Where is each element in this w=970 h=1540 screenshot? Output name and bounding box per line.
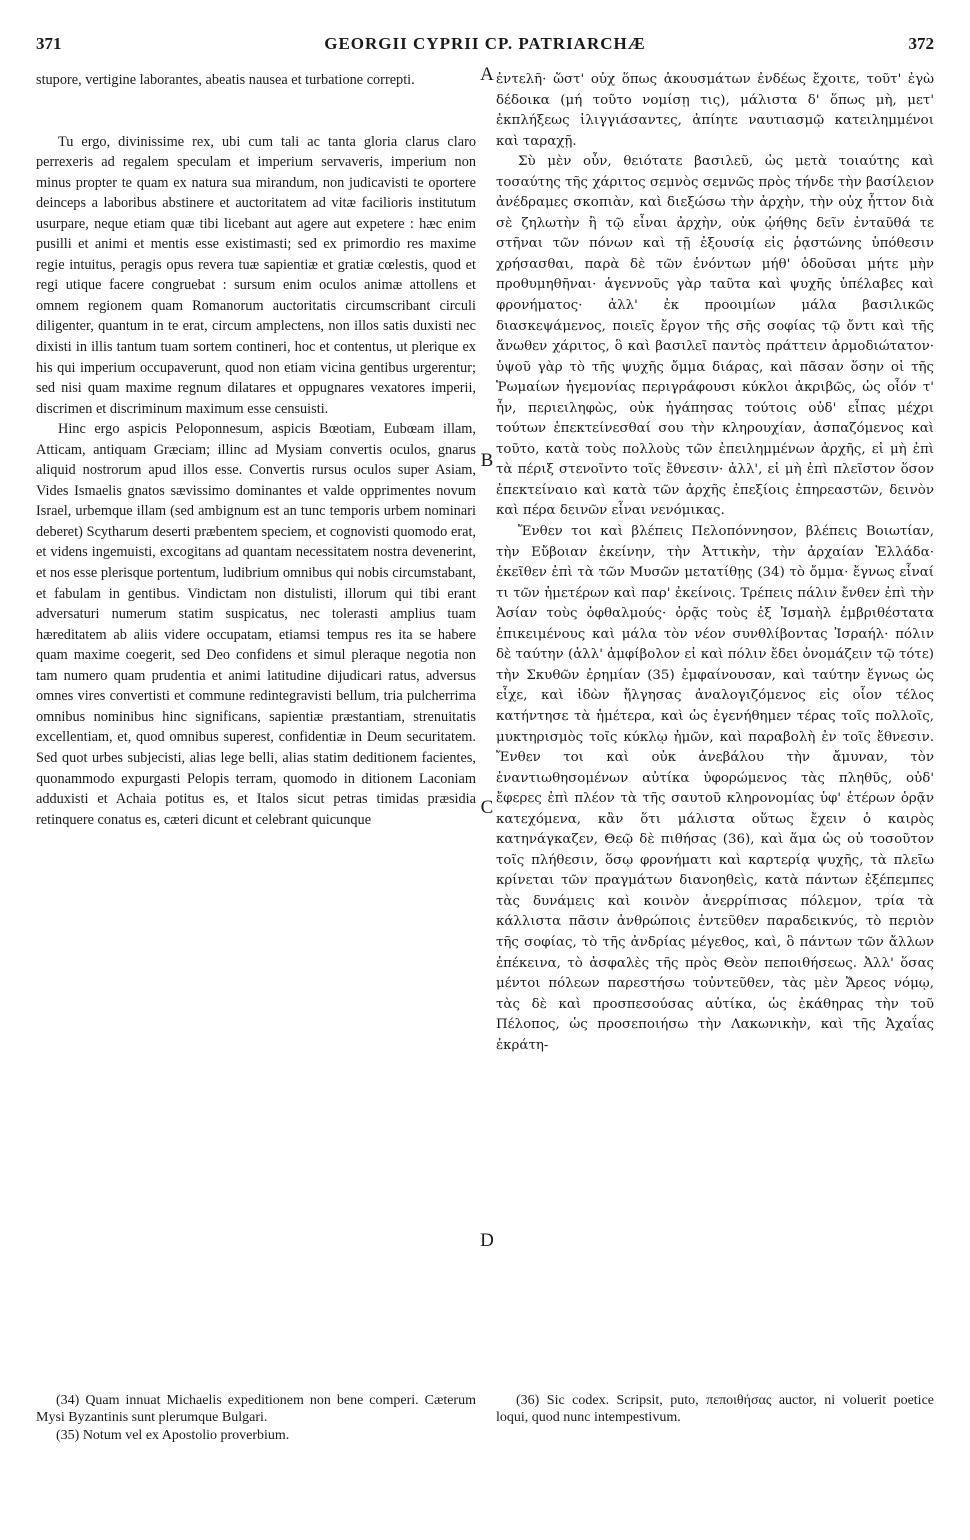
- margin-letter-d: D: [480, 1230, 494, 1251]
- footnote-36: (36) Sic codex. Scripsit, puto, πεποιθήσας auctor, ni voluerit poetice loqui, quod nunc intempestivum.: [496, 1393, 934, 1425]
- running-header: [36, 34, 934, 58]
- greek-paragraph-2: Σὺ μὲν οὖν, θειότατε βασιλεῦ, ὡς μετὰ τοιαύτης καὶ τοσαύτης τῆς χάριτος σεμνὸς σεμνῶς πρὸς τήνδε τὴν βασίλειον ἀνέδραμες σκοπιὰν, καὶ διεξώσω τὴν ἀρχὴν, τὴν οὐχ ἧττον διὰ σὲ ζηλωτὴν ἢ τῷ εἶναι ἀρχὴν, οὐκ ᾠήθης δεῖν ἐνταῦθά τε στῆναι τῶν πόνων καὶ τῇ ἐξουσίᾳ εἰς ῥᾳστώνης ὑπόθεσιν χρήσασθαι, παρὰ δὲ τῶν ἐνόντων μήθ' ὁδοῦσαι μήτε μὴν προθυμηθῆναι· ἀγεννοῦς γὰρ ταῦτα καὶ ψυχῆς ὑπέλαβες καὶ φρονήματος· ἀλλ' ἐκ προοιμίων μάλα βασιλικῶς διασκεψάμενος, ποιεῖς ἔργον τῆς σῆς σοφίας τῷ ὄντι καὶ τῆς ἄνωθεν χάριτος, ὃ καὶ βασιλεῖ παντὸς πράττειν ἁρμοδιώτατον· ὑψοῦ γὰρ τὸ τῆς ψυχῆς ὄμμα διάρας, καὶ πᾶσαν ὅσην οἱ τῆς Ῥωμαίων ἡγεμονίας περιγράφουσι κύκλοι ἀκριβῶς, ὡς οἷόν τ' ἦν, περιειληφὼς, οὐκ ἠγάπησας τούτοις οὐδ' εἶπας μέχρι τούτων ἐπεκτείνεσθαί σου τὴν κληρουχίαν, ἀσπαζόμενος καὶ τοῦτο, κατὰ τοὺς πολλοὺς τῶν ἐπειλημμένων ἀρχῆς, εἰ μὴ ἐπὶ τὰ πέριξ στενοῖντο τοῖς ἔθνεσιν· ἀλλ', εἰ μὴ ἐπὶ πλεῖστον ὅσον ἐπεκτείναιο καὶ κατὰ τῶν ἀρχῆς ἐπεξίοις ἐπηρεαστῶν, δεινὸν καὶ πέρα δεινῶν εἶναι νενόμικας.: [496, 154, 934, 519]
- latin-paragraph-3: Hinc ergo aspicis Peloponnesum, aspicis Bœotiam, Eubœam illam, Atticam, antiquam Græciam; illinc ad Mysiam convertis oculos, gnarus aliquid nostrorum apud illos esse. Convertis rursus oculos super Asiam, Vides Ismaelis gnatos sævissimo dominantes et valde opprimentes novum Israel, urbemque illam (sed ambignum est an tunc temporis urbem nominari deberet) Scytharum deserti præbentem speciem, et cognovisti quomodo erat, et videns ingemuisti, excogitans ad quantam necessitatem nostra devenerint, et nos esse plerisque portentum, ludibrium omnibus qui nobis circumstabant, et fabulam in gentibus. Vindictam non distulisti, illorum qui tibi erant adversaturi numerum statim suspicatus, nec tolerasti amplius tuam hæreditatem ab aliis videre occupatam, etiamsi tempus res ita se habere quam maxime coegerit, sed Deo confidens et simul pleraque negotia non tam numero quam prudentia et animi latitudine dijudicari ratus, adversus omnes vires convertisti et commune redintegravisti bellum, tria pulcherrima omnibus nominibus hinc significans, sapientiæ præstantiam, strenuitatis excellentiam, et, quod omnibus superest, confidentiæ in Deum securitatem. Sed quot urbes subjecisti, alias lege belli, alias statim deditionem facientes, quonammodo expurgasti Pelopis terram, quomodo in ditionem Laconiam adduxisti et Achaia potitus es, et Italos sicut petras timidas præsidia retinquere conatus es, cæteri dicunt et celebrant quicunque: [36, 421, 476, 828]
- page-number-left: 371: [36, 34, 62, 53]
- margin-letter-a: A: [480, 64, 494, 85]
- margin-letter-b: B: [480, 450, 494, 471]
- paragraph-gap: [36, 91, 476, 132]
- latin-paragraph-1: stupore, vertigine laborantes, abeatis nausea et turbatione correpti.: [36, 72, 415, 88]
- running-title: GEORGII CYPRII CP. PATRIARCHÆ: [324, 34, 646, 53]
- page-number-right: 372: [908, 34, 934, 53]
- footnote-34: (34) Quam innuat Michaelis expeditionem non bene comperi. Cæterum Mysi Byzantinis sunt plerumque Bulgari.: [36, 1393, 476, 1425]
- latin-column: [36, 70, 476, 830]
- margin-letter-c: C: [480, 797, 494, 818]
- footnote-35: (35) Notum vel ex Apostolio proverbium.: [56, 1428, 290, 1443]
- greek-paragraph-3: Ἔνθεν τοι καὶ βλέπεις Πελοπόννησον, βλέπεις Βοιωτίαν, τὴν Εὔβοιαν ἐκείνην, τὴν Ἀττικὴν, τὴν ἀρχαίαν Ἑλλάδα· ἐκεῖθεν ἐπὶ τὰ τῶν Μυσῶν μετατίθῃς (34) τὸ ὄμμα· ἔγνως εἶναί τι τῶν ἡμετέρων καὶ παρ' ἐκείνοις. Τρέπεις πάλιν ἔνθεν ἐπὶ τὴν Ἀσίαν τοὺς ὀφθαλμούς· ὁρᾷς τοὺς ἐξ Ἰσμαὴλ ἐμβριθέστατα ἐπικειμένους καὶ μάλα τὸν νέον συνθλίβοντας Ἰσραήλ· πόλιν δὲ ταύτην (ἀλλ' ἀμφίβολον εἰ καὶ πόλιν ἔδει ὀνομάζειν τῷ τότε) τὴν Σκυθῶν ἐρημίαν (35) ἐμφαίνουσαν, καὶ ταύτην ἔγνως ὡς εἶχε, καὶ ἰδὼν ἤλγησας ἀναλογιζόμενος εἰς οἷον τέλος κατήντησε τὰ ἡμέτερα, καὶ ὡς ἐγενήθημεν τέρας τοῖς πολλοῖς, μυκτηρισμὸς τοῖς κύκλῳ ἡμῶν, καὶ παραβολὴ ἐν τοῖς ἔθνεσιν. Ἔνθεν τοι καὶ οὐκ ἀνεβάλου τὴν ἄμυναν, τὸν ἐναντιωθησομένων αὐτίκα ὑφορώμενος τὰς πληθῦς, οὐδ' ἔφερες ἐπὶ πλέον τὰ τῆς σαυτοῦ κληρονομίας ὑφ' ἑτέρων ὁρᾷν κατεχόμενα, κἂν ὅτι μάλιστα οὕτως ἔχειν ὁ καιρὸς κατηνάγκαζεν, Θεῷ δὲ πιθήσας (36), καὶ ἅμα ὡς οὐ τοσοῦτον τοῖς πλήθεσιν, ὅσῳ φρονήματι καὶ καρτερίᾳ ψυχῆς, τὰ πλεῖω κρίνεται τῶν πραγμάτων διανοηθεὶς, κατὰ πάντων ἐξέπεμπες τὰς δυνάμεις καὶ κοινὸν ἀνερρίπισας πόλεμον, τρία τὰ κάλλιστα πᾶσιν ἀνθρώποις ἐντεῦθεν παραδεικνύς, τὸ περιὸν τῆς σοφίας, τὸ τῆς ἀνδρίας μέγεθος, καὶ, ὃ πάντων τῶν ἄλλων ἐπέκεινα, τὸ ἀσφαλὲς τῆς πρὸς Θεὸν πεποιθήσεως. Ἀλλ' ὅσας μέντοι πόλεων παρεστήσω τοὐντεῦθεν, τὰς μὲν Ἄρεος νόμῳ, τὰς δὲ καὶ προσπεσούσας αὐτίκα, ὡς ἐκάθηρας τὴν τοῦ Πέλοπος, ὡς προσεποιήσω τὴν Λακωνικὴν, καὶ τῆς Ἀχαΐας ἐκράτη-: [496, 524, 934, 1053]
- footnotes-right: [496, 1392, 934, 1427]
- greek-paragraph-1: ἐντελῆ· ὥστ' οὐχ ὅπως ἀκουσμάτων ἐνδέως ἔχοιτε, τοῦτ' ἐγὼ δέδοικα (μή τοῦτο νομίσῃ τις), μάλιστα δ' ὅπως μὴ, μετ' ἐκπλήξεως ἰλιγγιάσαντες, ἀπίητε ναυτιασμῷ κατειλημμένοι καὶ ταραχῇ.: [496, 72, 934, 149]
- latin-paragraph-2: Tu ergo, divinissime rex, ubi cum tali ac tanta gloria clarus claro perrexeris ad regalem speculam et imperium servaveris, imperium non minus propter te quam ex natura sua mirandum, non judicavisti te oportere deinceps a laboribus abstinere et auctoritatem ad vitæ facilioris institutum usurpare, neque etiam quæ tibi licebant aut agere aut expetere : hæc enim pusilli et animi et mentis esse existimasti; sed ex primordio res maxime regie intuitus, peragis opus revera tuæ sapientiæ et gratiæ cœlestis, quod et regi utique facere congruebat : sursum enim oculos animæ attollens et omnem regionem quam Romanorum auctoritatis circumscribant circuli diligenter, quantum in te erat, circum amplectens, non illos satis duxisti nec dixisti in illis tantum tuam sortem contineri, hoc et contentus, ut plerique ex his qui imperium occupaverunt, quod non etiam vicina gentibus urgerentur; sed nisi quam maxime regnum dilatares et oppugnares vexatores imperii, discrimen et discriminum maximum esse censuisti.: [36, 133, 476, 417]
- greek-column: [496, 70, 934, 1056]
- footnotes-left: [36, 1392, 476, 1445]
